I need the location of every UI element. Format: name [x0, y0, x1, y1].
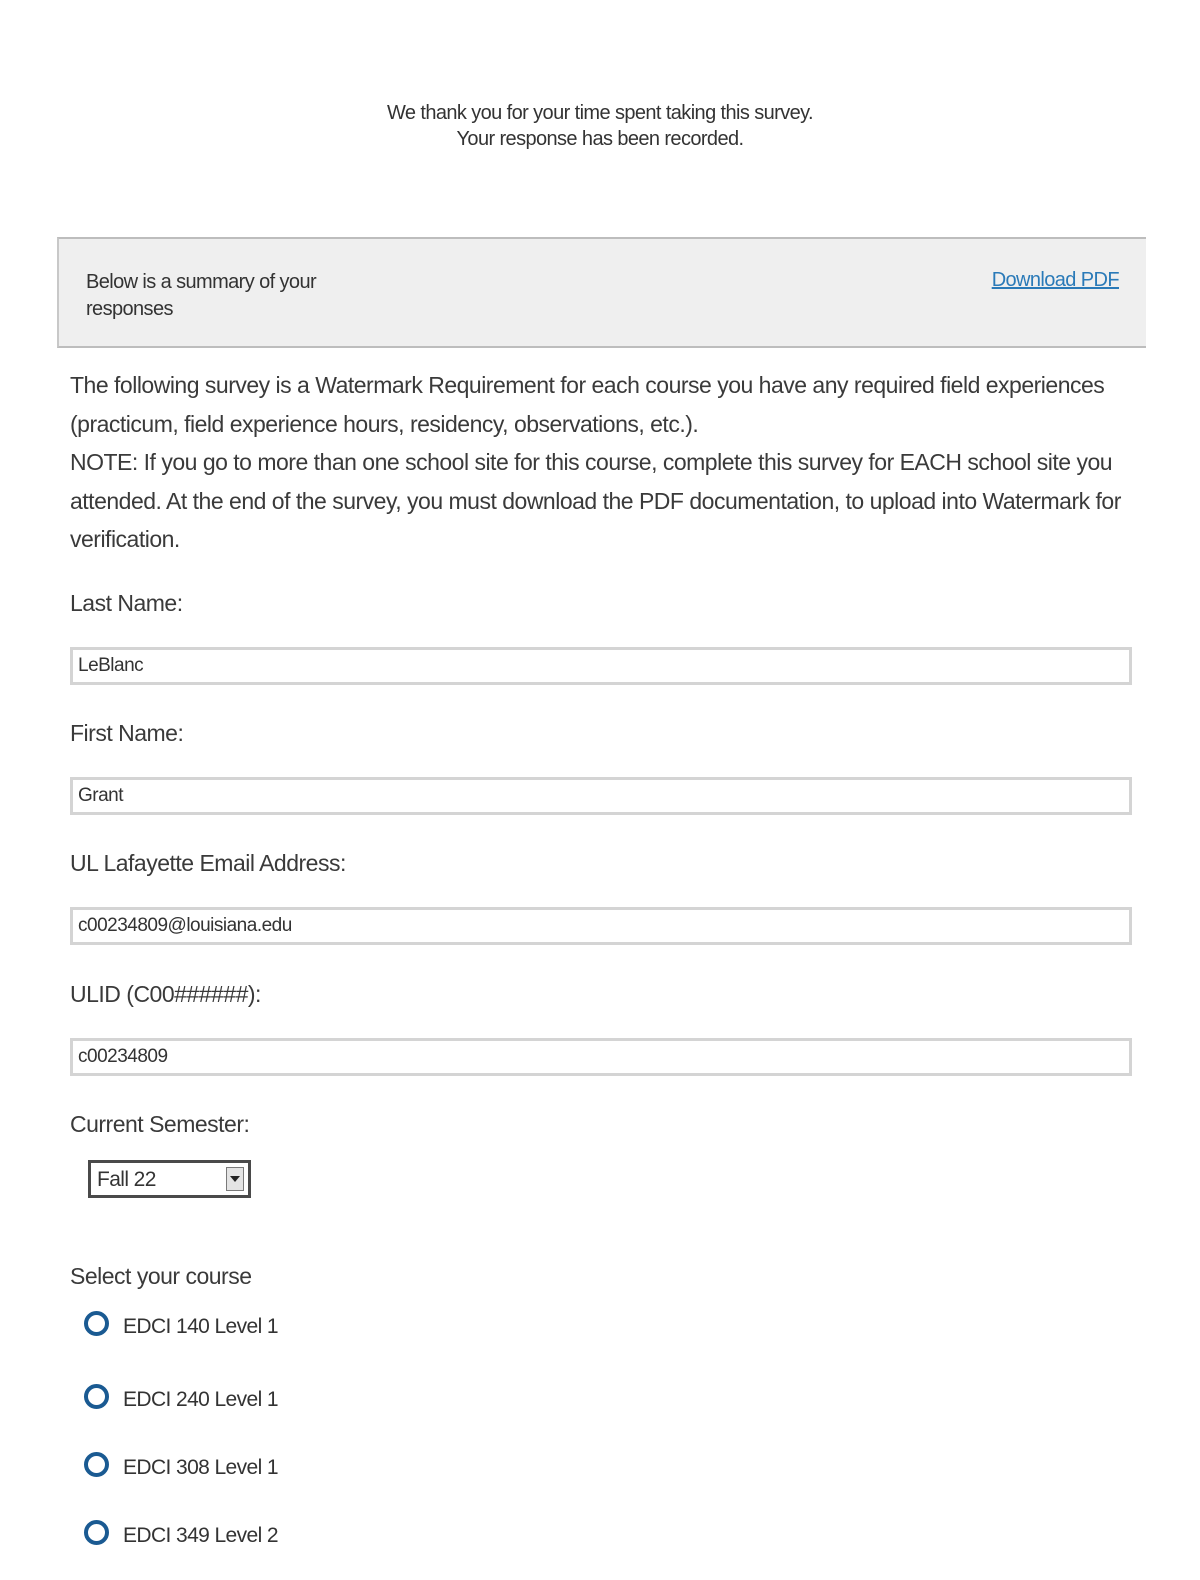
email-field[interactable]: c00234809@louisiana.edu: [70, 907, 1132, 945]
semester-select[interactable]: [88, 1160, 251, 1198]
last-name-label: Last Name:: [70, 590, 183, 616]
course-option-label: EDCI 240 Level 1: [123, 1388, 278, 1411]
email-label: UL Lafayette Email Address:: [70, 850, 346, 876]
course-option[interactable]: [83, 1520, 383, 1580]
course-option-label: EDCI 349 Level 2: [123, 1524, 278, 1547]
first-name-field[interactable]: Grant: [70, 777, 1132, 815]
summary-header: [57, 237, 1146, 348]
semester-selected-value: Fall 22: [97, 1168, 156, 1191]
course-option[interactable]: [83, 1384, 383, 1444]
course-option-label: EDCI 308 Level 1: [123, 1456, 278, 1479]
course-label: Select your course: [70, 1263, 252, 1289]
course-option-label: EDCI 140 Level 1: [123, 1315, 278, 1338]
radio-button[interactable]: [84, 1452, 109, 1477]
radio-button[interactable]: [84, 1311, 109, 1336]
radio-button[interactable]: [84, 1520, 109, 1545]
ulid-field[interactable]: c00234809: [70, 1038, 1132, 1076]
thank-you-message: [0, 100, 1200, 152]
thank-you-line-2: Your response has been recorded.: [456, 128, 744, 150]
semester-label: Current Semester:: [70, 1111, 250, 1137]
course-option[interactable]: [83, 1311, 383, 1371]
intro-paragraph: The following survey is a Watermark Requirement for each course you have any required field experiences (practicum, field experience hours, residency, observations, etc.).: [70, 372, 1105, 437]
intro-note: NOTE: If you go to more than one school site for this course, complete this survey for EACH school site you attended. At the end of the survey, you must download the PDF documentation, to upload into Watermark for verification.: [70, 449, 1121, 552]
ulid-label: ULID (C00######):: [70, 981, 261, 1007]
summary-text: Below is a summary of your responses: [86, 271, 317, 320]
thank-you-line-1: We thank you for your time spent taking this survey.: [386, 102, 814, 124]
download-pdf-link[interactable]: Download PDF: [991, 269, 1119, 291]
course-option[interactable]: [83, 1452, 383, 1512]
first-name-label: First Name:: [70, 720, 184, 746]
survey-intro: [70, 366, 1140, 559]
last-name-field[interactable]: LeBlanc: [70, 647, 1132, 685]
dropdown-arrow-icon[interactable]: [226, 1167, 244, 1191]
radio-button[interactable]: [84, 1384, 109, 1409]
